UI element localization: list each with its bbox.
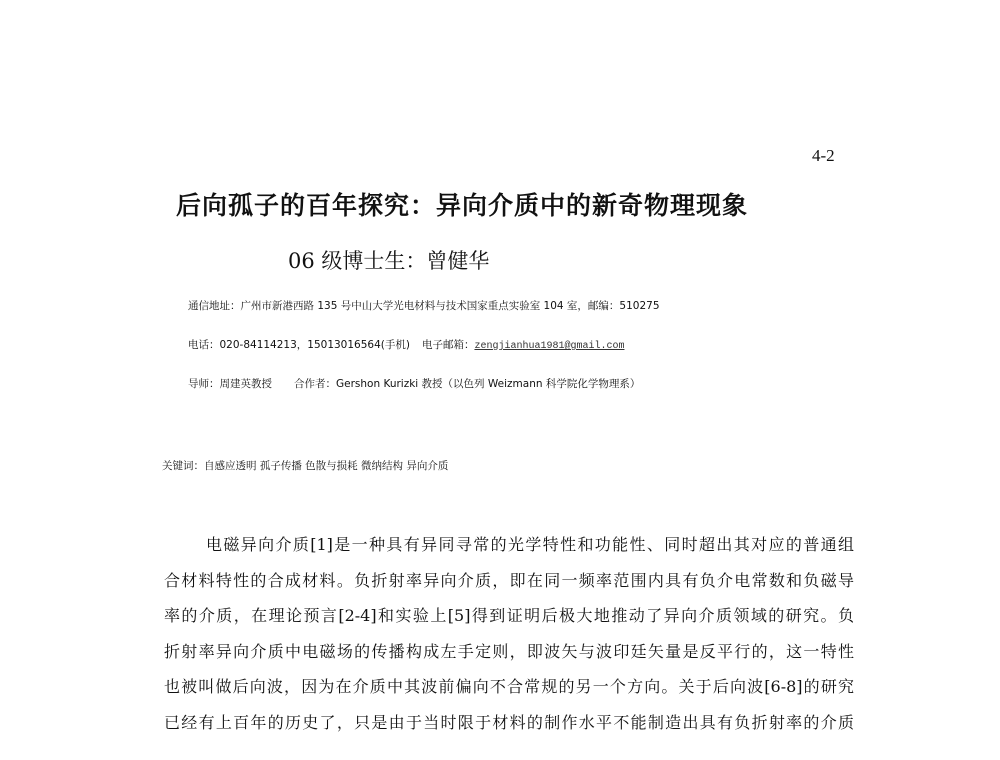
contact-phone-email [188,337,624,352]
body-line: 折射率异向介质中电磁场的传播构成左手定则，即波矢与波印廷矢量是反平行的，这一特性 [164,641,854,661]
advisor: 导师：周建英教授 [188,378,272,390]
collaborator: 合作者：Gershon Kurizki 教授（以色列 Weizmann 科学院化学物理系） [294,378,641,390]
body-line: 率的介质，在理论预言[2-4]和实验上[5]得到证明后极大地推动了异向介质领域的研究。负 [164,606,854,626]
advisor-line [188,376,640,391]
body-line: 也被叫做后向波，因为在介质中其波前偏向不合常规的另一个方向。关于后向波[6-8]的研究 [164,677,854,697]
page-number: 4-2 [812,146,835,165]
body-paragraph [164,527,854,741]
keywords: 关键词：自感应透明 孤子传播 色散与损耗 微纳结构 异向介质 [162,460,449,472]
contact-address: 通信地址：广州市新港西路 135 号中山大学光电材料与技术国家重点实验室 104 室，邮编：510275 [188,300,660,312]
author-line: 06 级博士生：曾健华 [288,249,490,273]
email-link[interactable]: zengjianhua1981@gmail.com [474,341,625,352]
contact-phone: 电话：020-84114213，15013016564(手机) [188,339,410,351]
email-label: 电子邮箱： [421,339,475,351]
paper-title: 后向孤子的百年探究：异向介质中的新奇物理现象 [176,191,749,220]
body-line: 已经有上百年的历史了，只是由于当时限于材料的制作水平不能制造出具有负折射率的介质 [164,712,854,732]
body-line: 合材料特性的合成材料。负折射率异向介质，即在同一频率范围内具有负介电常数和负磁导 [164,570,854,590]
body-line: 电磁异向介质[1]是一种具有异同寻常的光学特性和功能性、同时超出其对应的普通组 [206,535,854,554]
